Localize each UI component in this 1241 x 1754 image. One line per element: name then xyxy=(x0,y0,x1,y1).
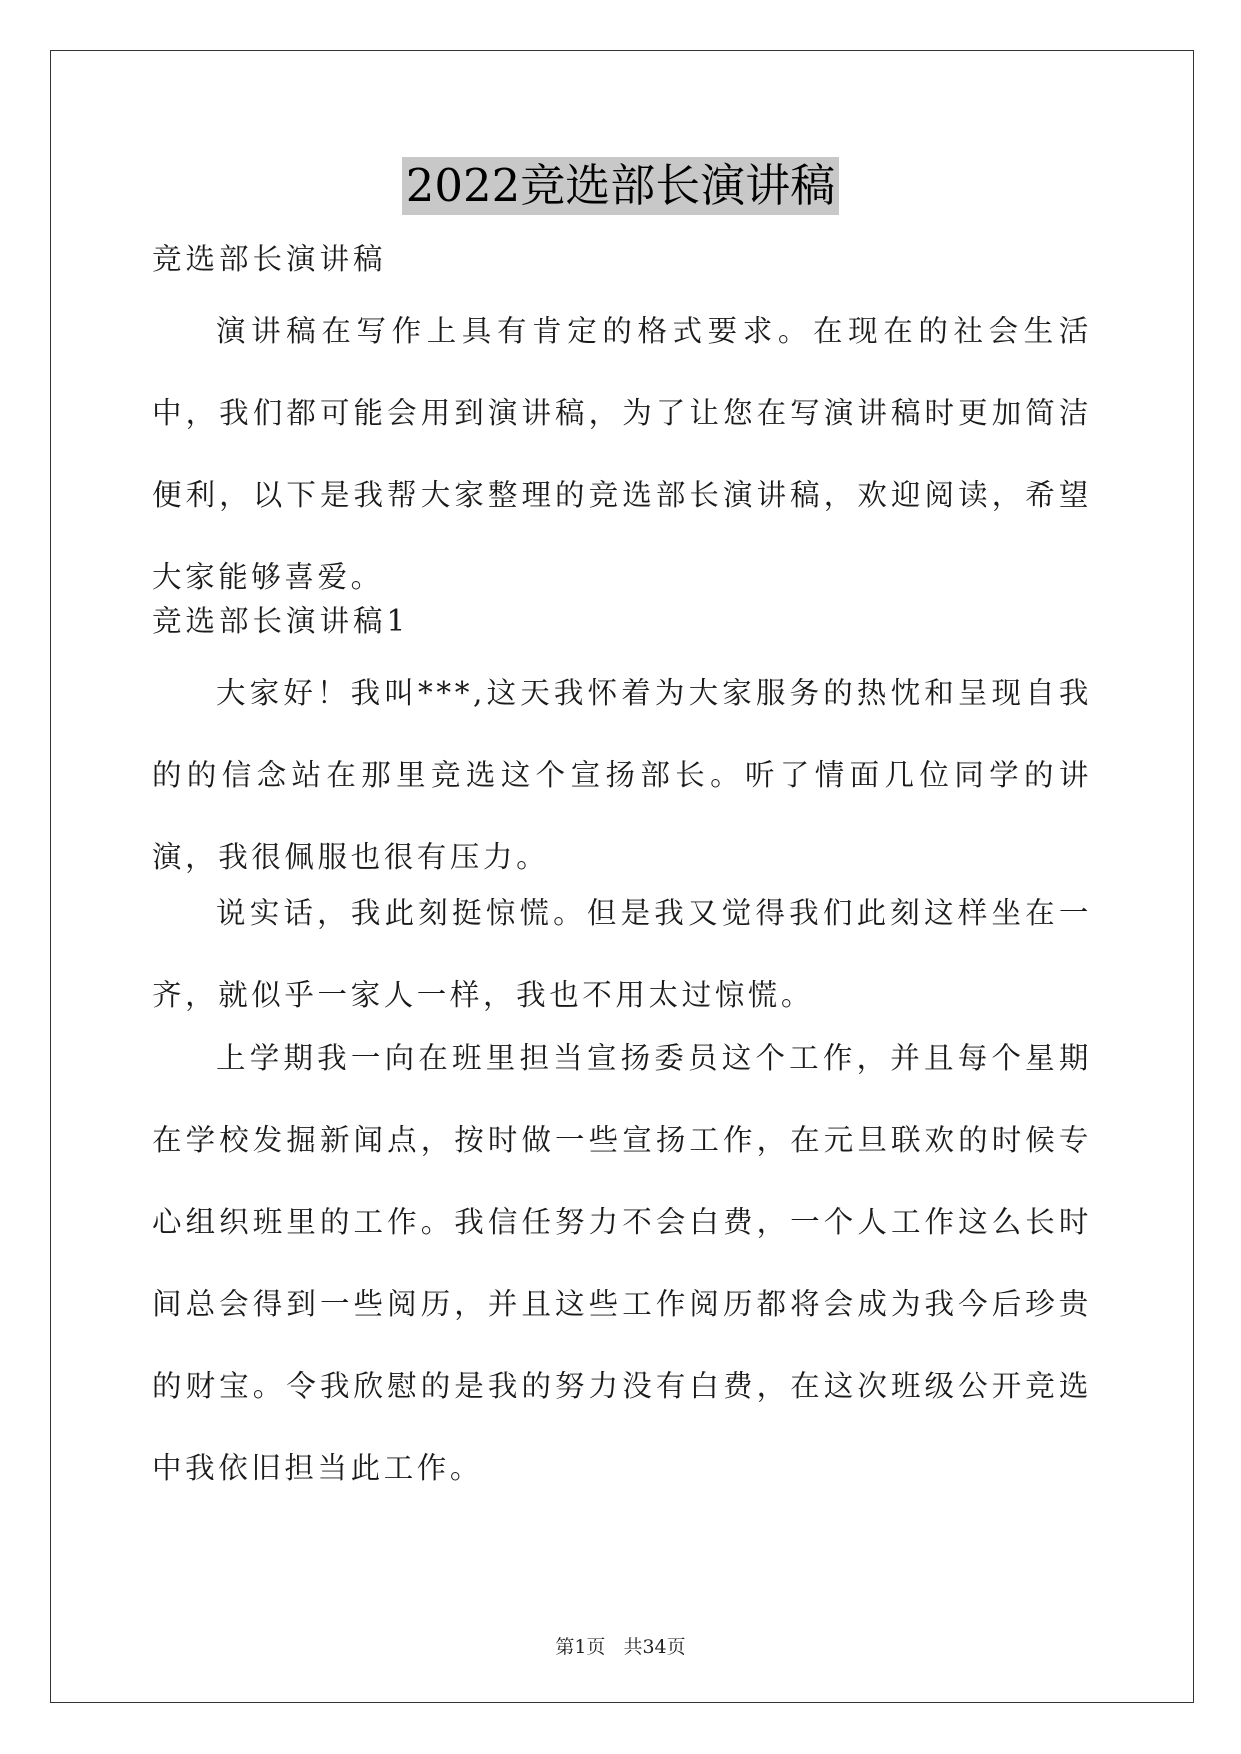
section-heading: 竞选部长演讲稿1 xyxy=(152,604,410,638)
total-pages: 共34页 xyxy=(623,1636,686,1658)
body-paragraph: 大家好！我叫***,这天我怀着为大家服务的热忱和呈现自我的的信念站在那里竞选这个宣扬部长。听了情面几位同学的讲演，我很佩服也很有压力。 xyxy=(152,676,1092,874)
body-paragraph: 说实话，我此刻挺惊慌。但是我又觉得我们此刻这样坐在一齐，就似乎一家人一样，我也不用太过惊慌。 xyxy=(152,896,1092,1012)
document-subtitle: 竞选部长演讲稿 xyxy=(152,242,387,276)
intro-paragraph: 演讲稿在写作上具有肯定的格式要求。在现在的社会生活中，我们都可能会用到演讲稿，为了让您在写演讲稿时更加简洁便利，以下是我帮大家整理的竞选部长演讲稿，欢迎阅读，希望大家能够喜爱。 xyxy=(152,314,1092,594)
page-footer xyxy=(0,1632,1241,1659)
document-title: 2022竞选部长演讲稿 xyxy=(402,157,840,215)
body-paragraph: 上学期我一向在班里担当宣扬委员这个工作，并且每个星期在学校发掘新闻点，按时做一些宣扬工作，在元旦联欢的时候专心组织班里的工作。我信任努力不会白费，一个人工作这么长时间总会得到一些阅历，并且这些工作阅历都将会成为我今后珍贵的财宝。令我欣慰的是我的努力没有白费，在这次班级公开竞选中我依旧担当此工作。 xyxy=(152,1041,1092,1485)
title-container xyxy=(0,157,1241,215)
page-number: 第1页 xyxy=(555,1636,606,1658)
